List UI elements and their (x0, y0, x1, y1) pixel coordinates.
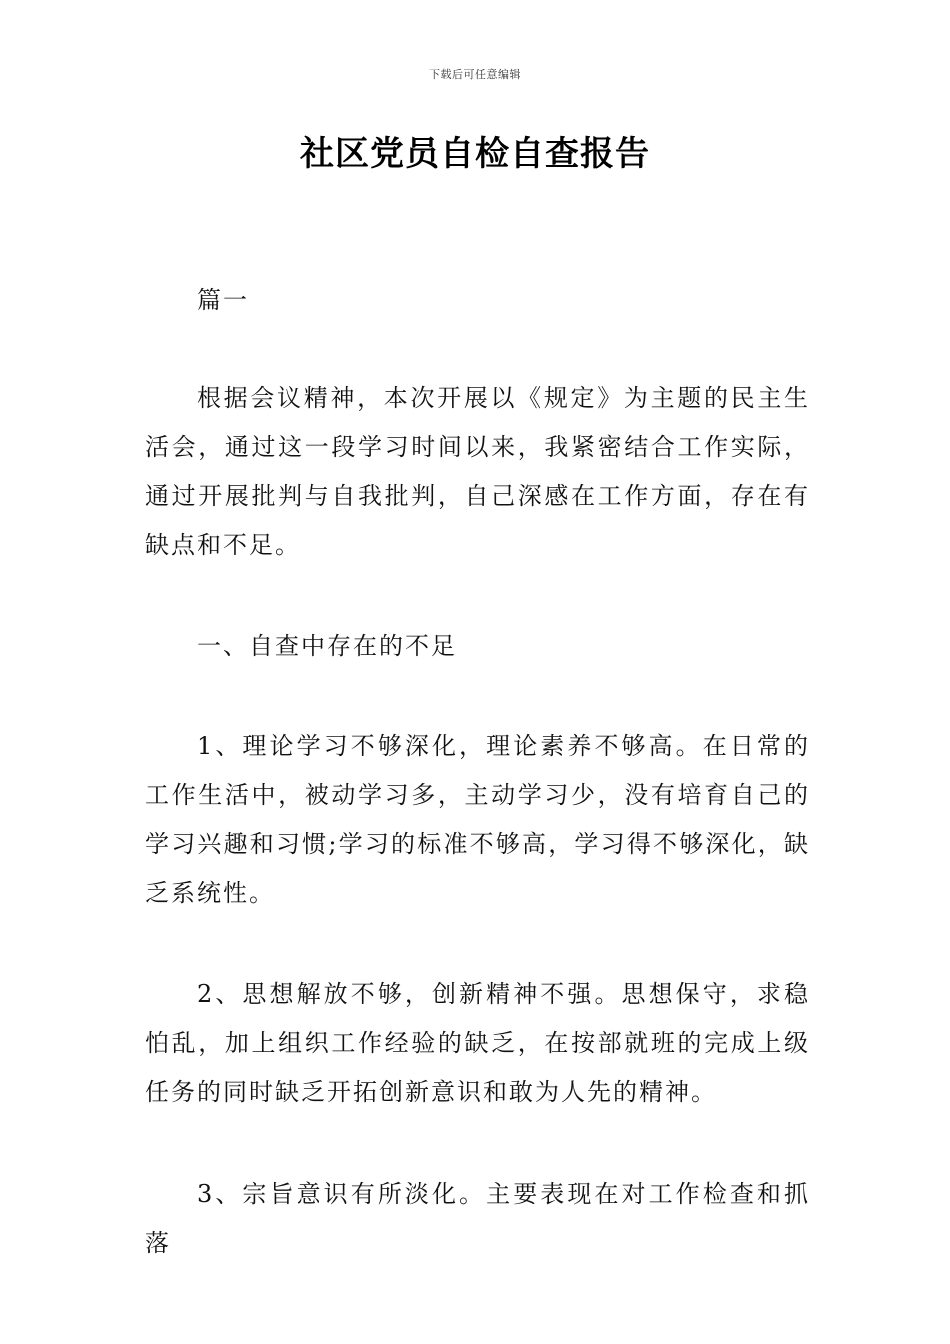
item-paragraph-3: 3、宗旨意识有所淡化。主要表现在对工作检查和抓落 (145, 1180, 810, 1257)
document-title: 社区党员自检自查报告 (300, 134, 650, 174)
section-label: 篇一 (197, 286, 249, 314)
intro-paragraph: 根据会议精神，本次开展以《规定》为主题的民主生活会，通过这一段学习时间以来，我紧密结合工作实际，通过开展批判与自我批判，自己深感在工作方面，存在有缺点和不足。 (145, 384, 810, 559)
header-note: 下载后可任意编辑 (429, 68, 521, 81)
section-heading: 一、自查中存在的不足 (197, 632, 457, 660)
item-paragraph-1: 1、理论学习不够深化，理论素养不够高。在日常的工作生活中，被动学习多，主动学习少，没有培育自己的学习兴趣和习惯;学习的标准不够高，学习得不够深化，缺乏系统性。 (145, 732, 810, 907)
item-paragraph-2: 2、思想解放不够，创新精神不强。思想保守，求稳怕乱，加上组织工作经验的缺乏，在按部就班的完成上级任务的同时缺乏开拓创新意识和敢为人先的精神。 (145, 980, 810, 1106)
